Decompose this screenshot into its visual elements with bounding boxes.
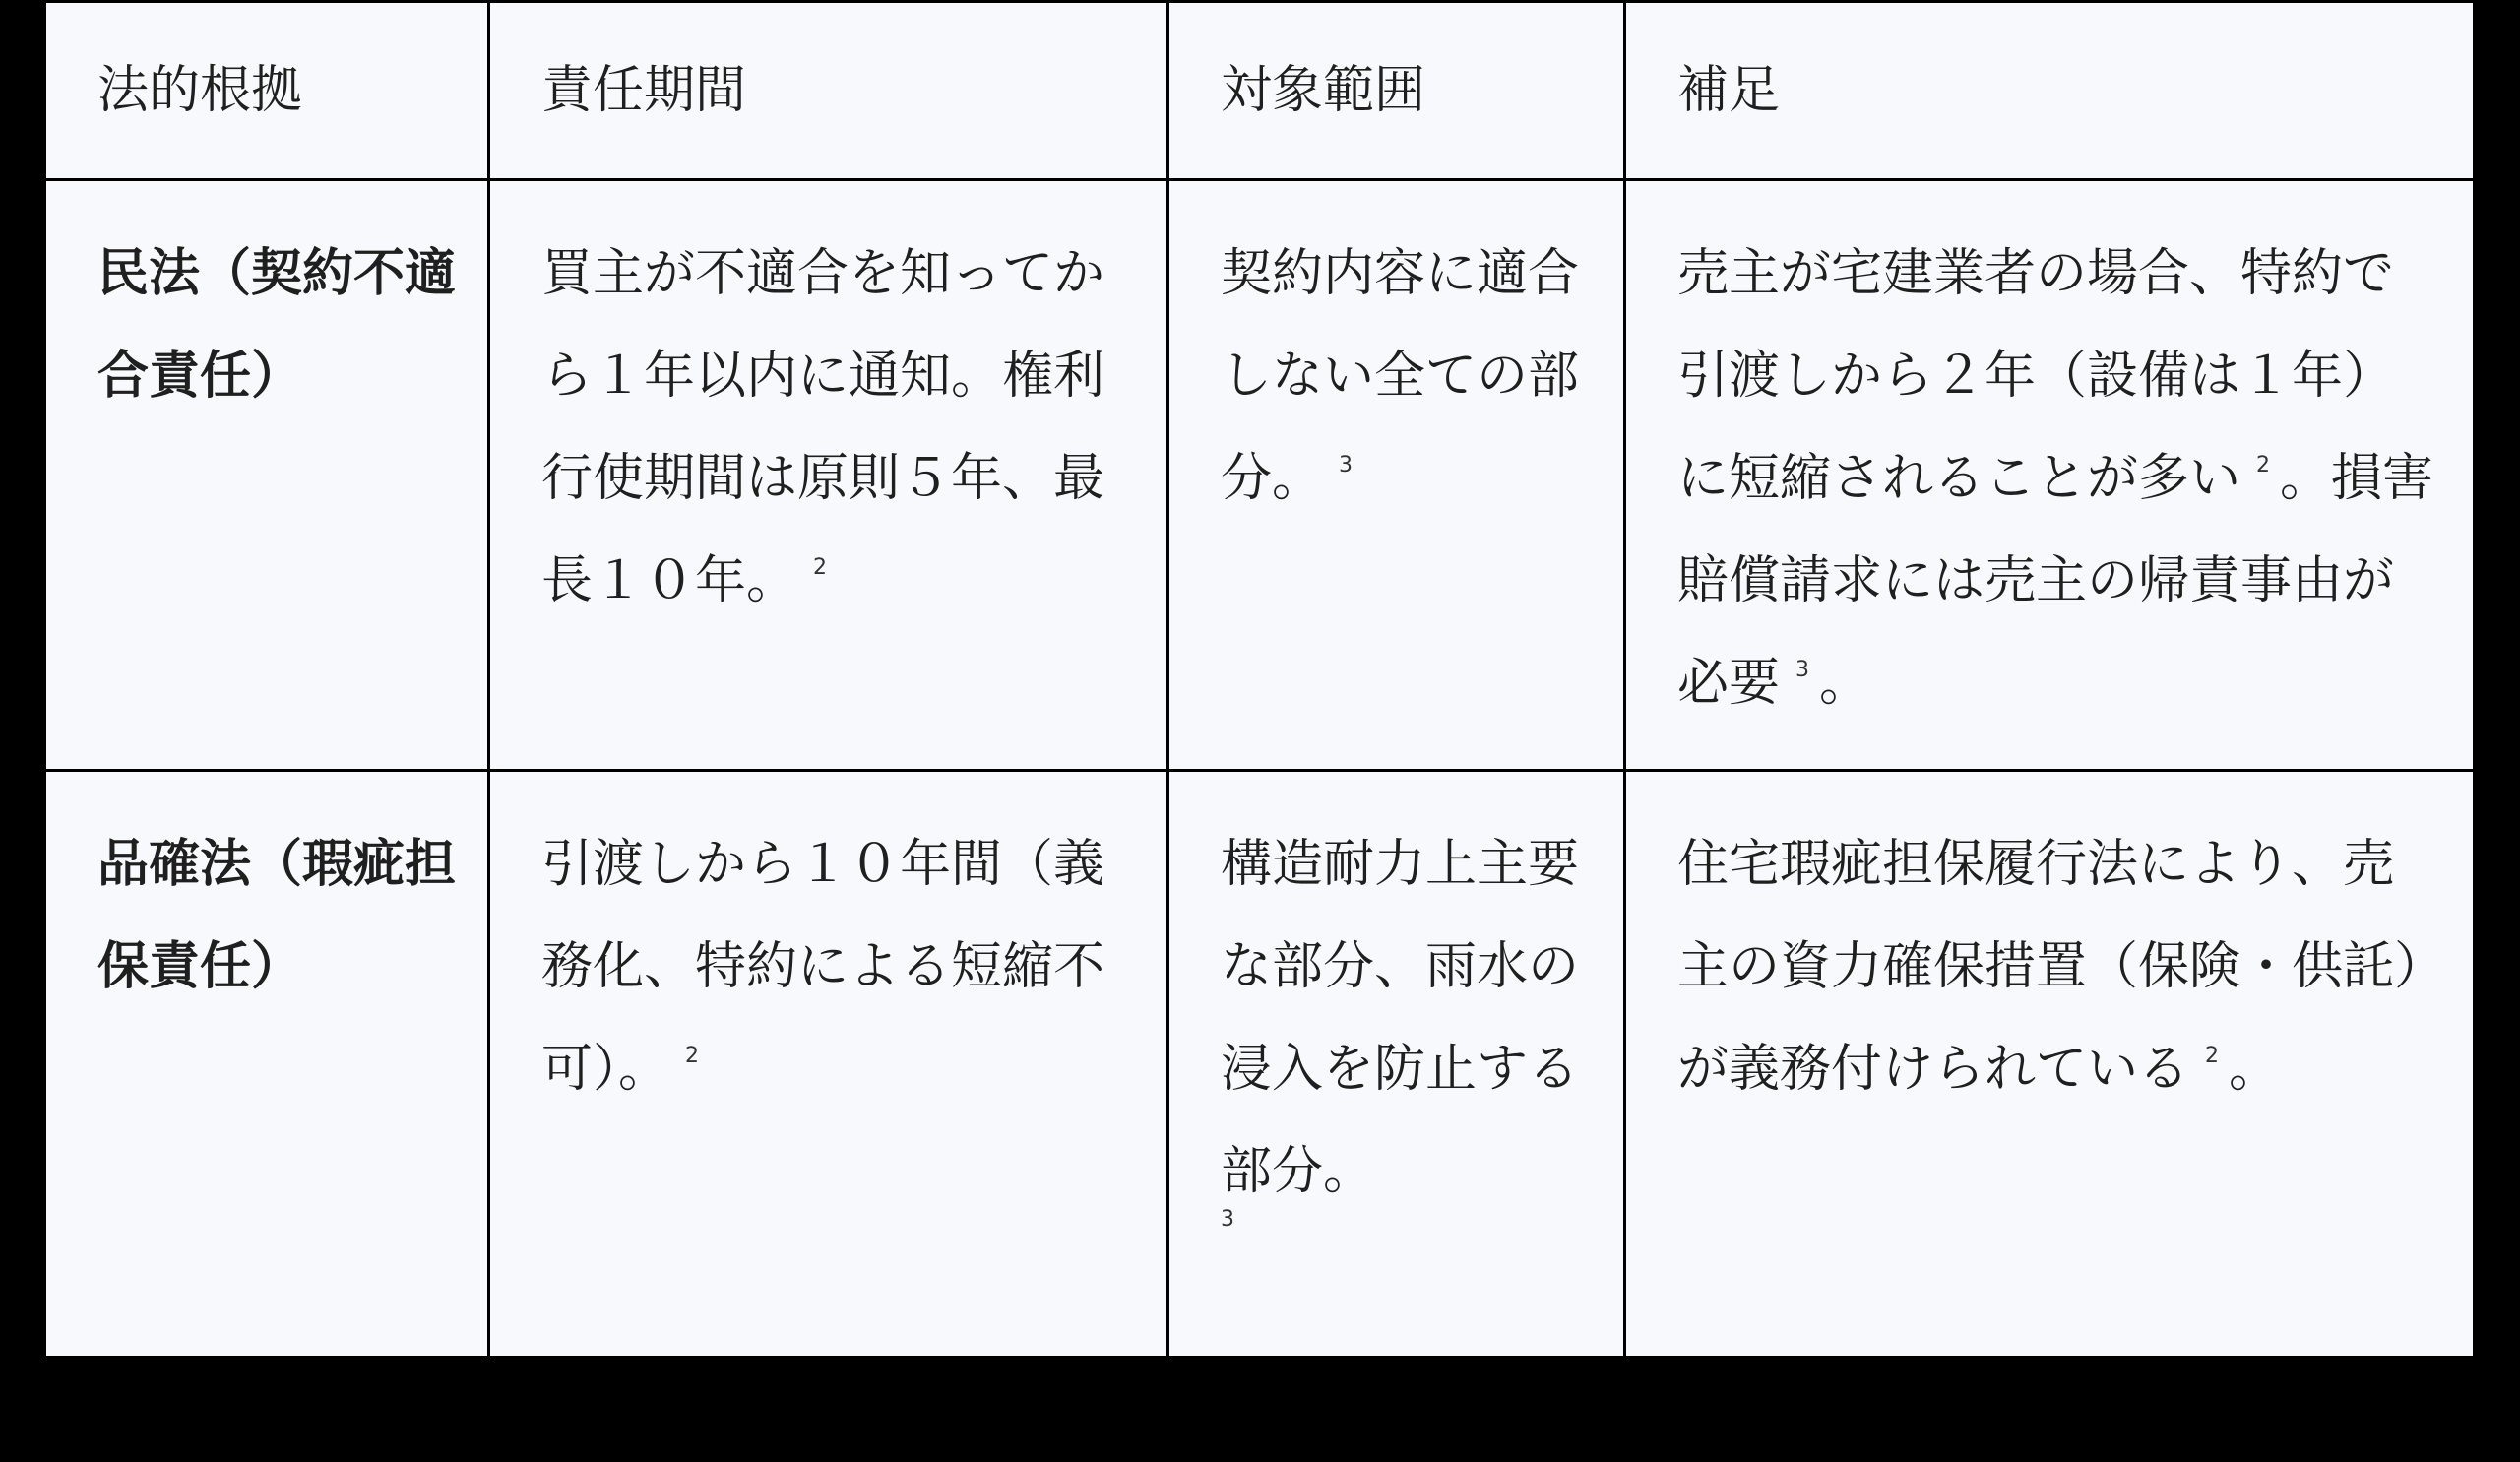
table-row [45, 180, 2475, 771]
footnote-ref[interactable]: 2 [2256, 453, 2271, 477]
scope-text: 契約内容に適合しない全ての部分。 [1221, 244, 1580, 508]
footnote-ref[interactable]: 2 [813, 555, 828, 580]
period-text: 引渡しから１０年間（義務化、特約による短縮不可）。 [541, 835, 1105, 1099]
period-cell [489, 771, 1168, 1358]
law-name-cell: 民法（契約不適合責任） [45, 180, 489, 771]
legal-basis-table-container [43, 0, 2473, 1354]
header-notes: 補足 [1625, 2, 2475, 180]
header-scope: 対象範囲 [1168, 2, 1625, 180]
scope-text: 構造耐力上主要な部分、雨水の浸入を防止する部分。 [1221, 835, 1580, 1201]
notes-text: 損害賠償請求には売主の帰責事由が必要 [1677, 449, 2434, 713]
notes-cell [1625, 771, 2475, 1358]
legal-basis-table [43, 0, 2476, 1359]
notes-text: 住宅瑕疵担保履行法により、売主の資力確保措置（保険・供託）が義務付けられている [1677, 835, 2421, 1099]
notes-punctuation: 。 [2229, 1040, 2281, 1099]
header-liability-period: 責任期間 [489, 2, 1168, 180]
footnote-ref[interactable]: 3 [1796, 658, 1810, 682]
scope-cell [1168, 771, 1625, 1358]
period-text: 買主が不適合を知ってから１年以内に通知。権利行使期間は原則５年、最長１０年。 [541, 244, 1105, 610]
footnote-ref[interactable]: 3 [1339, 453, 1354, 477]
period-cell [489, 180, 1168, 771]
notes-cell [1625, 180, 2475, 771]
footnote-ref[interactable]: 3 [1221, 1207, 1234, 1232]
scope-cell [1168, 180, 1625, 771]
notes-text: 売主が宅建業者の場合、特約で引渡しから２年（設備は１年）に短縮されることが多い [1677, 244, 2395, 508]
law-name-cell: 品確法（瑕疵担保責任） [45, 771, 489, 1358]
header-legal-basis: 法的根拠 [45, 2, 489, 180]
table-header-row [45, 2, 2475, 180]
footnote-ref[interactable]: 2 [2205, 1044, 2220, 1068]
footnote-ref[interactable]: 2 [685, 1044, 700, 1068]
table-row [45, 771, 2475, 1358]
notes-punctuation: 。 [2280, 449, 2332, 508]
notes-punctuation: 。 [1819, 654, 1871, 713]
